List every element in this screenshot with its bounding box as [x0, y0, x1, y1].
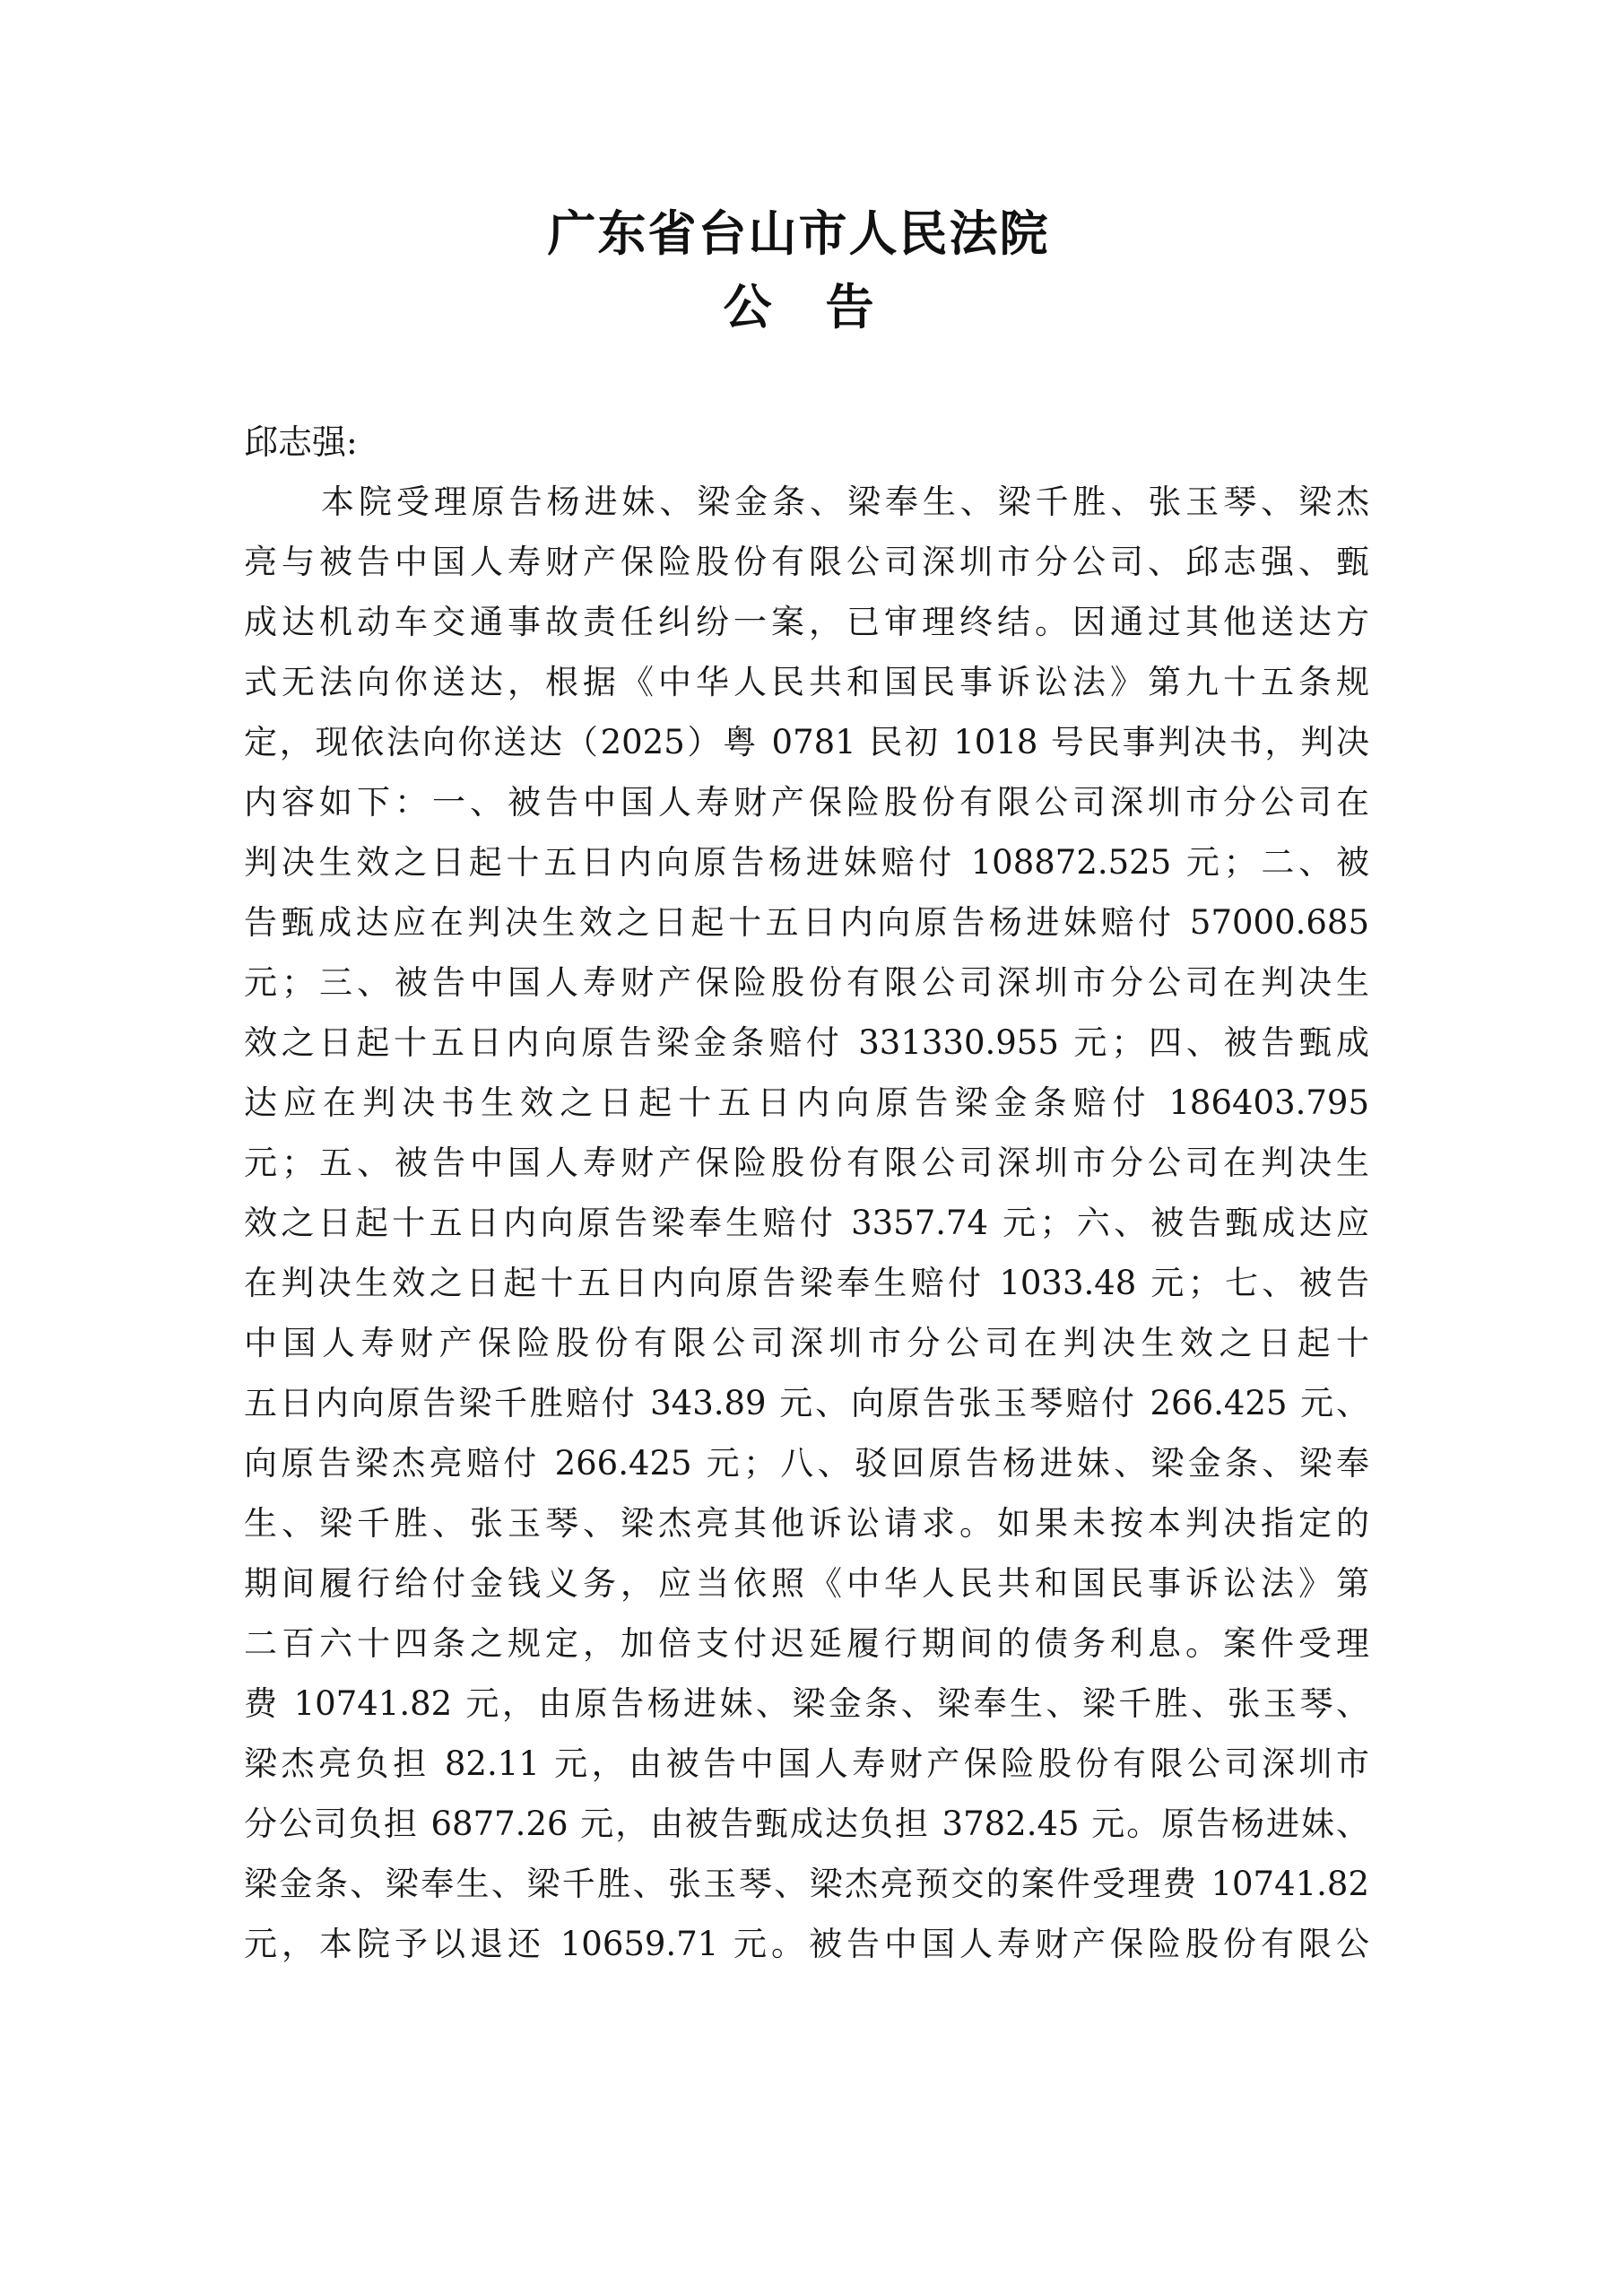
body-line: 二百六十四条之规定，加倍支付迟延履行期间的债务利息。案件受理 — [244, 1624, 1369, 1663]
body-line: 内容如下：一、被告中国人寿财产保险股份有限公司深圳市分公司在 — [244, 783, 1369, 822]
body-line: 元，本院予以退还 10659.71 元。被告中国人寿财产保险股份有限公 — [244, 1925, 1369, 1963]
court-name-heading: 广东省台山市人民法院 — [547, 204, 1050, 262]
body-line: 定，现依法向你送达（2025）粤 0781 民初 1018 号民事判决书，判决 — [244, 723, 1369, 761]
body-line: 梁杰亮负担 82.11 元，由被告中国人寿财产保险股份有限公司深圳市 — [244, 1744, 1369, 1783]
body-line: 成达机动车交通事故责任纠纷一案，已审理终结。因通过其他送达方 — [244, 603, 1369, 641]
body-line: 式无法向你送达，根据《中华人民共和国民事诉讼法》第九十五条规 — [244, 663, 1369, 701]
body-line: 向原告梁杰亮赔付 266.425 元；八、驳回原告杨进妹、梁金条、梁奉 — [244, 1444, 1369, 1483]
body-line: 判决生效之日起十五日内向原告杨进妹赔付 108872.525 元；二、被 — [244, 843, 1369, 882]
body-line: 生、梁千胜、张玉琴、梁杰亮其他诉讼请求。如果未按本判决指定的 — [244, 1504, 1369, 1543]
addressee: 邱志强: — [244, 422, 358, 462]
body-line: 期间履行给付金钱义务，应当依照《中华人民共和国民事诉讼法》第 — [244, 1564, 1369, 1603]
body-line: 元；五、被告中国人寿财产保险股份有限公司深圳市分公司在判决生 — [244, 1144, 1369, 1182]
body-line: 在判决生效之日起十五日内向原告梁奉生赔付 1033.48 元；七、被告 — [244, 1264, 1369, 1302]
body-line: 效之日起十五日内向原告梁金条赔付 331330.955 元；四、被告甄成 — [244, 1023, 1369, 1062]
body-line: 亮与被告中国人寿财产保险股份有限公司深圳市分公司、邱志强、甄 — [244, 543, 1369, 581]
body-line: 本院受理原告杨进妹、梁金条、梁奉生、梁千胜、张玉琴、梁杰 — [321, 483, 1369, 521]
body-line: 效之日起十五日内向原告梁奉生赔付 3357.74 元；六、被告甄成达应 — [244, 1204, 1369, 1242]
body-line: 达应在判决书生效之日起十五日内向原告梁金条赔付 186403.795 — [244, 1083, 1369, 1122]
body-line: 五日内向原告梁千胜赔付 343.89 元、向原告张玉琴赔付 266.425 元、 — [244, 1384, 1369, 1422]
notice-heading: 公告 — [723, 278, 928, 335]
body-line: 告甄成达应在判决生效之日起十五日内向原告杨进妹赔付 57000.685 — [244, 903, 1369, 942]
body-line: 元；三、被告中国人寿财产保险股份有限公司深圳市分公司在判决生 — [244, 963, 1369, 1002]
body-line: 梁金条、梁奉生、梁千胜、张玉琴、梁杰亮预交的案件受理费 10741.82 — [244, 1865, 1369, 1903]
body-line: 中国人寿财产保险股份有限公司深圳市分公司在判决生效之日起十 — [244, 1324, 1369, 1362]
body-line: 费 10741.82 元，由原告杨进妹、梁金条、梁奉生、梁千胜、张玉琴、 — [244, 1684, 1369, 1723]
body-line: 分公司负担 6877.26 元，由被告甄成达负担 3782.45 元。原告杨进妹、 — [244, 1805, 1369, 1843]
